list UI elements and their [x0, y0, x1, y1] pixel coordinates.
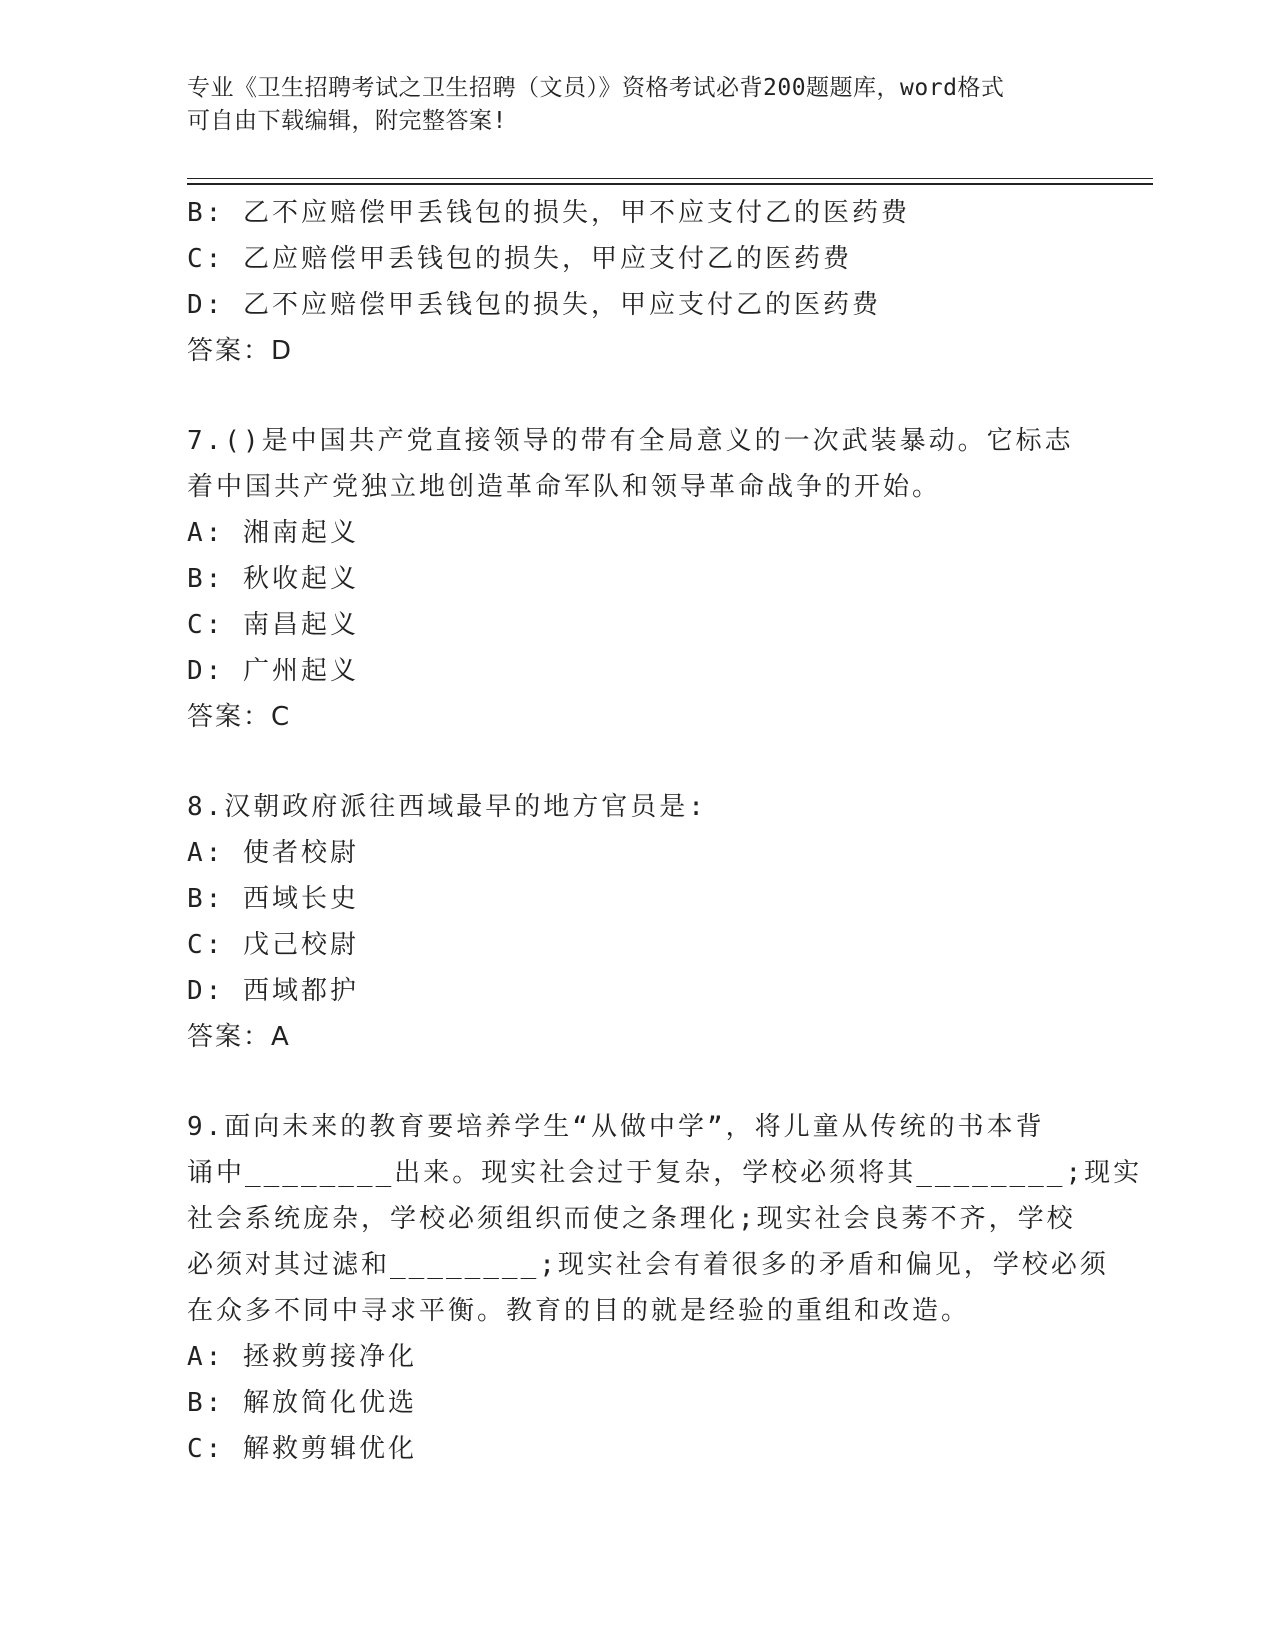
question-6	[187, 190, 1087, 374]
spacer	[187, 374, 1087, 418]
header-divider-thick	[187, 183, 1153, 185]
spacer	[187, 1060, 1087, 1104]
q7-stem-line-1: 7.()是中国共产党直接领导的带有全局意义的一次武装暴动。它标志	[187, 426, 1074, 456]
q6-option-b: B: 乙不应赔偿甲丢钱包的损失，甲不应支付乙的医药费	[187, 198, 910, 228]
question-7	[187, 418, 1087, 740]
header-divider-thin	[187, 178, 1153, 179]
q8-option-c: C: 戊己校尉	[187, 930, 359, 960]
q9-option-b: B: 解放简化优选	[187, 1388, 417, 1418]
document-header	[187, 72, 1087, 138]
question-8	[187, 784, 1087, 1060]
q7-option-a: A: 湘南起义	[187, 518, 359, 548]
q8-option-b: B: 西域长史	[187, 884, 359, 914]
q9-stem-line-4: 必须对其过滤和________;现实社会有着很多的矛盾和偏见，学校必须	[187, 1250, 1109, 1280]
q9-option-c: C: 解救剪辑优化	[187, 1434, 417, 1464]
q9-option-a: A: 拯救剪接净化	[187, 1342, 417, 1372]
q9-stem-line-1: 9.面向未来的教育要培养学生“从做中学”，将儿童从传统的书本背	[187, 1112, 1045, 1142]
spacer	[187, 740, 1087, 784]
q7-option-b: B: 秋收起义	[187, 564, 359, 594]
q7-option-c: C: 南昌起义	[187, 610, 359, 640]
q9-stem-line-5: 在众多不同中寻求平衡。教育的目的就是经验的重组和改造。	[187, 1296, 971, 1326]
q9-stem-line-3: 社会系统庞杂，学校必须组织而使之条理化;现实社会良莠不齐，学校	[187, 1204, 1076, 1234]
header-title-line-1: 专业《卫生招聘考试之卫生招聘（文员）》资格考试必背200题题库，word格式	[187, 75, 1005, 101]
header-title-line-2: 可自由下载编辑，附完整答案!	[187, 108, 507, 134]
q6-option-d: D: 乙不应赔偿甲丢钱包的损失，甲应支付乙的医药费	[187, 290, 881, 320]
question-list	[187, 190, 1143, 1472]
q6-answer: 答案：D	[187, 336, 294, 366]
q8-option-d: D: 西域都护	[187, 976, 359, 1006]
q7-stem-line-2: 着中国共产党独立地创造革命军队和领导革命战争的开始。	[187, 472, 942, 502]
q7-answer: 答案：C	[187, 702, 292, 732]
q7-option-d: D: 广州起义	[187, 656, 359, 686]
q8-stem-line-1: 8.汉朝政府派往西域最早的地方官员是:	[187, 792, 707, 822]
question-9	[187, 1104, 1143, 1472]
q8-option-a: A: 使者校尉	[187, 838, 359, 868]
q6-option-c: C: 乙应赔偿甲丢钱包的损失，甲应支付乙的医药费	[187, 244, 852, 274]
q9-stem-line-2: 诵中________出来。现实社会过于复杂，学校必须将其________;现实	[187, 1158, 1143, 1188]
q8-answer: 答案：A	[187, 1022, 291, 1052]
